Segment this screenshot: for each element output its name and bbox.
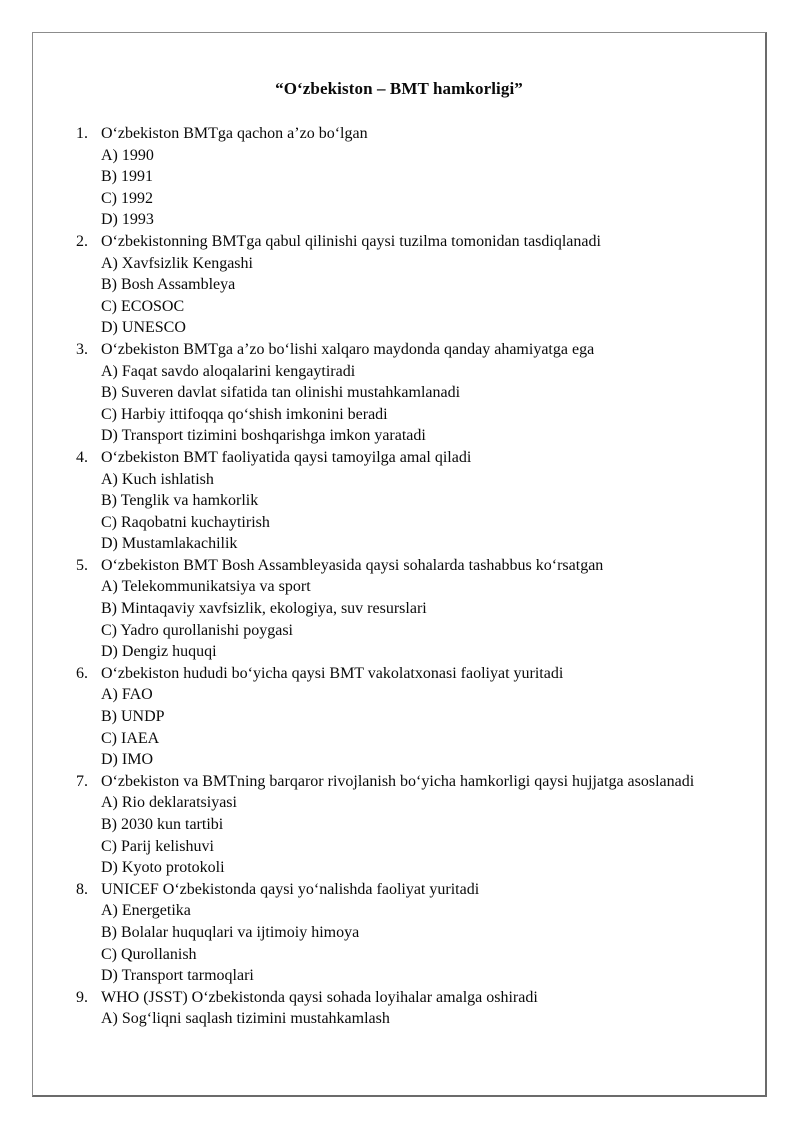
option-line: B) UNDP	[101, 708, 165, 726]
question-body	[101, 123, 704, 231]
option-line: B) Mintaqaviy xavfsizlik, ekologiya, suv resurslari	[101, 600, 427, 618]
option-line: B) 1991	[101, 168, 153, 186]
option-line: A) Faqat savdo aloqalarini kengaytiradi	[101, 362, 356, 380]
option-line: D) Kyoto protokoli	[101, 859, 225, 877]
question-body	[101, 447, 704, 555]
question-text: WHO (JSST) O‘zbekistonda qaysi sohada loyihalar amalga oshiradi	[101, 988, 538, 1006]
question-text: UNICEF O‘zbekistonda qaysi yo‘nalishda faoliyat yuritadi	[101, 880, 480, 898]
question-body	[101, 231, 704, 339]
option-line: C) IAEA	[101, 729, 160, 747]
question-number: 8.	[76, 880, 88, 898]
question-number: 9.	[76, 988, 88, 1006]
option-line: C) Harbiy ittifoqqa qo‘shish imkonini beradi	[101, 405, 388, 423]
option-line: A) Telekommunikatsiya va sport	[101, 578, 311, 596]
option-line: D) UNESCO	[101, 319, 186, 337]
question-item	[76, 879, 704, 987]
option-line: B) Bosh Assambleya	[101, 276, 236, 294]
question-text: O‘zbekiston BMTga qachon a’zo bo‘lgan	[101, 125, 368, 142]
question-item	[76, 447, 704, 555]
question-text: O‘zbekiston BMTga a’zo bo‘lishi xalqaro maydonda qanday ahamiyatga ega	[101, 340, 595, 358]
question-item	[76, 231, 704, 339]
question-item	[76, 771, 704, 879]
question-item	[76, 339, 704, 447]
option-line: A) FAO	[101, 686, 153, 704]
question-body	[101, 339, 704, 447]
option-line: B) 2030 kun tartibi	[101, 816, 224, 833]
option-line: D) Transport tizimini boshqarishga imkon yaratadi	[101, 427, 426, 445]
option-line: D) Transport tarmoqlari	[101, 967, 254, 985]
document-page	[32, 32, 767, 1097]
option-line: C) ECOSOC	[101, 297, 185, 315]
option-line: A) Rio deklaratsiyasi	[101, 794, 237, 812]
option-line: C) Raqobatni kuchaytirish	[101, 513, 270, 531]
question-number: 6.	[76, 664, 88, 682]
question-number: 3.	[76, 340, 88, 358]
option-line: A) 1990	[101, 146, 154, 164]
option-line: B) Suveren davlat sifatida tan olinishi mustahkamlanadi	[101, 384, 461, 402]
option-line: D) Dengiz huquqi	[101, 643, 217, 661]
question-text: O‘zbekiston BMT Bosh Assambleyasida qaysi sohalarda tashabbus ko‘rsatgan	[101, 556, 604, 574]
question-number: 4.	[76, 448, 88, 466]
option-line: C) Qurollanish	[101, 945, 197, 963]
question-number: 7.	[76, 772, 88, 790]
question-item	[76, 987, 704, 1030]
option-line: D) 1993	[101, 211, 154, 229]
question-body	[101, 555, 704, 663]
question-number: 2.	[76, 232, 88, 250]
question-text: O‘zbekistonning BMTga qabul qilinishi qaysi tuzilma tomonidan tasdiqlanadi	[101, 232, 601, 250]
option-line: C) 1992	[101, 189, 153, 207]
option-line: A) Sog‘liqni saqlash tizimini mustahkamlash	[101, 1010, 390, 1028]
question-body	[101, 663, 704, 771]
option-line: C) Parij kelishuvi	[101, 837, 214, 855]
question-number: 5.	[76, 556, 88, 574]
question-body	[101, 879, 704, 987]
question-number: 1.	[76, 125, 88, 142]
option-line: B) Bolalar huquqlari va ijtimoiy himoya	[101, 923, 360, 941]
question-text: O‘zbekiston hududi bo‘yicha qaysi BMT vakolatxonasi faoliyat yuritadi	[101, 664, 564, 682]
question-item	[76, 123, 704, 231]
question-item	[76, 555, 704, 663]
question-body	[101, 771, 704, 879]
option-line: A) Energetika	[101, 902, 191, 920]
option-line: A) Xavfsizlik Kengashi	[101, 254, 253, 272]
question-text: O‘zbekiston BMT faoliyatida qaysi tamoyilga amal qiladi	[101, 448, 472, 466]
page-title: “O‘zbekiston – BMT hamkorligi”	[275, 79, 523, 98]
question-item	[76, 663, 704, 771]
question-list	[76, 123, 704, 1030]
option-line: A) Kuch ishlatish	[101, 470, 214, 488]
option-line: D) Mustamlakachilik	[101, 535, 238, 553]
option-line: D) IMO	[101, 751, 153, 769]
option-line: C) Yadro qurollanishi poygasi	[101, 621, 293, 639]
question-text: O‘zbekiston va BMTning barqaror rivojlanish bo‘yicha hamkorligi qaysi hujjatga asoslanadi	[101, 772, 695, 790]
question-body	[101, 987, 704, 1030]
option-line: B) Tenglik va hamkorlik	[101, 492, 259, 510]
